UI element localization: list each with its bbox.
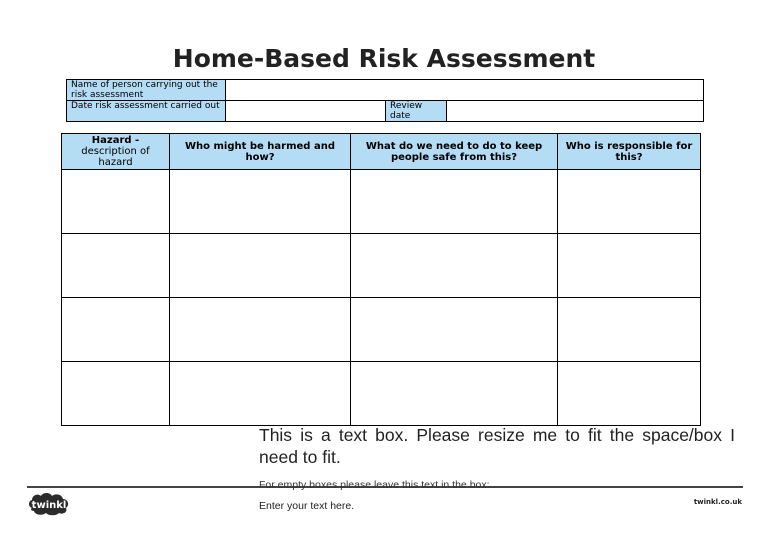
table-cell[interactable] bbox=[170, 234, 351, 298]
hazard-table bbox=[61, 133, 701, 426]
table-cell[interactable] bbox=[558, 362, 701, 426]
assessment-info-table bbox=[66, 79, 704, 122]
table-cell[interactable] bbox=[170, 170, 351, 234]
person-label: Name of person carrying out the risk assessment bbox=[67, 80, 226, 101]
table-cell[interactable] bbox=[62, 298, 170, 362]
table-cell[interactable] bbox=[351, 298, 558, 362]
header-hazard-sub: description of hazard bbox=[81, 146, 150, 168]
table-cell[interactable] bbox=[351, 170, 558, 234]
table-cell[interactable] bbox=[62, 362, 170, 426]
text-box-instruction[interactable]: For empty boxes please leave this text in the box: bbox=[259, 479, 490, 491]
info-row-person bbox=[67, 80, 704, 101]
header-who-harmed: Who might be harmed and how? bbox=[170, 134, 351, 170]
page-title: Home-Based Risk Assessment bbox=[172, 44, 596, 73]
table-cell[interactable] bbox=[558, 234, 701, 298]
text-box-placeholder[interactable]: Enter your text here. bbox=[259, 500, 355, 512]
table-row bbox=[62, 362, 701, 426]
table-row bbox=[62, 234, 701, 298]
table-cell[interactable] bbox=[170, 362, 351, 426]
info-row-date bbox=[67, 101, 704, 122]
person-field[interactable] bbox=[226, 80, 704, 101]
twinkl-logo-icon bbox=[27, 490, 71, 516]
date-field[interactable] bbox=[226, 101, 386, 122]
header-keep-safe: What do we need to do to keep people safe from this? bbox=[351, 134, 558, 170]
footer-url: twinkl.co.uk bbox=[693, 498, 742, 506]
review-date-label: Review date bbox=[386, 101, 447, 122]
date-label: Date risk assessment carried out bbox=[67, 101, 226, 122]
table-cell[interactable] bbox=[62, 234, 170, 298]
table-cell[interactable] bbox=[170, 298, 351, 362]
table-cell[interactable] bbox=[558, 298, 701, 362]
table-cell[interactable] bbox=[351, 362, 558, 426]
header-hazard bbox=[62, 134, 170, 170]
header-responsible: Who is responsible for this? bbox=[558, 134, 701, 170]
review-date-field[interactable] bbox=[447, 101, 704, 122]
logo-text: twinkl bbox=[31, 500, 67, 511]
text-box-main[interactable]: This is a text box. Please resize me to fit the space/box I need to fit. bbox=[259, 425, 735, 467]
table-cell[interactable] bbox=[558, 170, 701, 234]
table-row bbox=[62, 170, 701, 234]
table-row bbox=[62, 298, 701, 362]
header-hazard-main: Hazard - bbox=[91, 135, 140, 146]
table-cell[interactable] bbox=[62, 170, 170, 234]
hazard-table-header bbox=[62, 134, 701, 170]
table-cell[interactable] bbox=[351, 234, 558, 298]
